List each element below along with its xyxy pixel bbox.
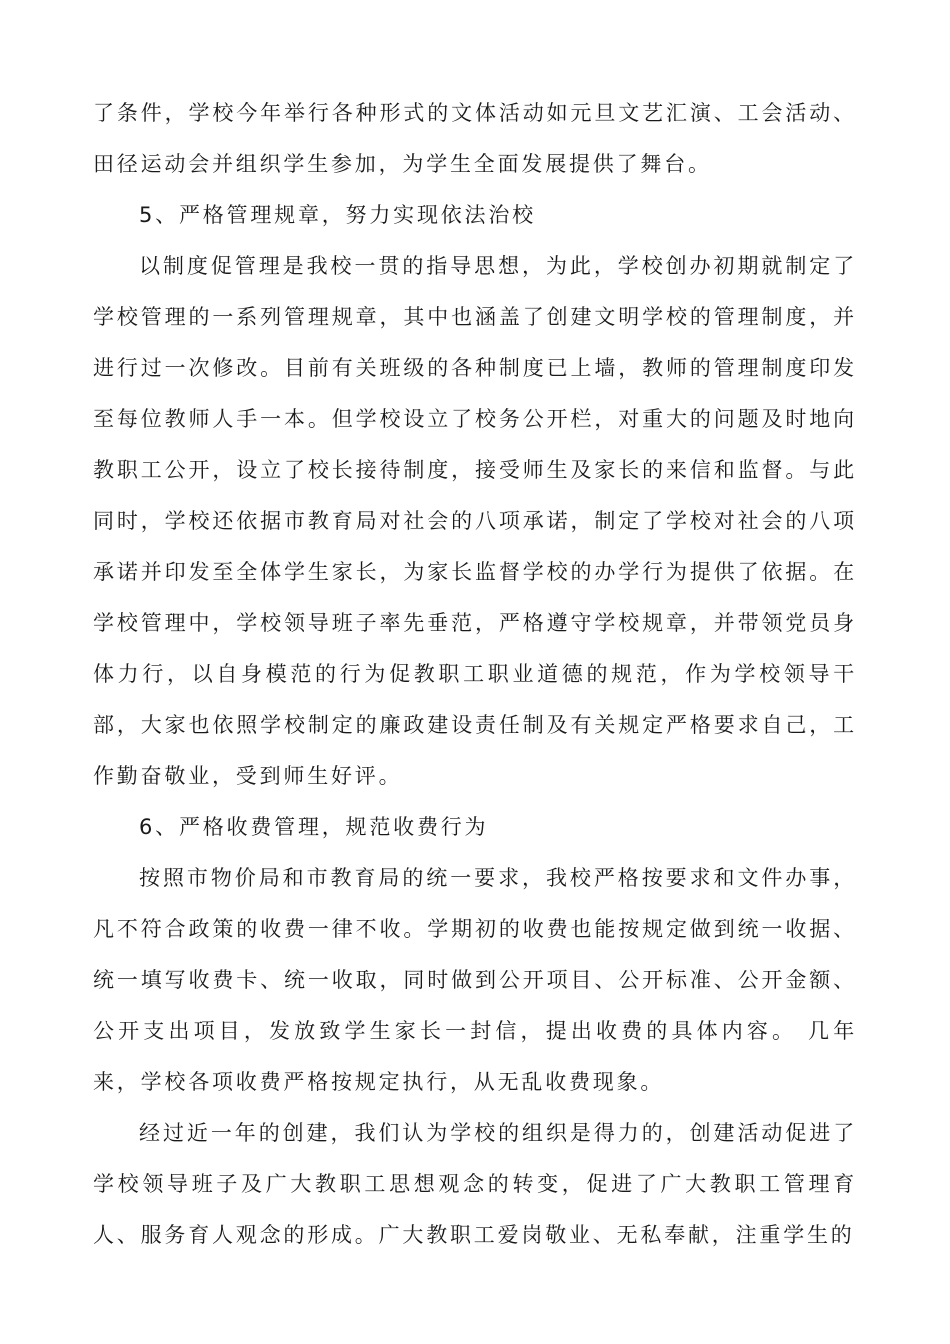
paragraph-rules: 以制度促管理是我校一贯的指导思想，为此，学校创办初期就制定了学校管理的一系列管理规章，其中也涵盖了创建文明学校的管理制度，并进行过一次修改。目前有关班级的各种制度已上墙，教师的管理制度印发至每位教师人手一本。但学校设立了校务公开栏，对重大的问题及时地向教职工公开，设立了校长接待制度，接受师生及家长的来信和监督。与此同时，学校还依据市教育局对社会的八项承诺，制定了学校对社会的八项承诺并印发至全体学生家长，为家长监督学校的办学行为提供了依据。在学校管理中，学校领导班子率先垂范，严格遵守学校规章，并带领党员身体力行，以自身模范的行为促教职工职业道德的规范，作为学校领导干部，大家也依照学校制定的廉政建设责任制及有关规定严格要求自己，工作勤奋敬业，受到师生好评。: [93, 254, 857, 788]
section-heading-6: 6、严格收费管理，规范收费行为: [139, 815, 489, 839]
paragraph-summary: 经过近一年的创建，我们认为学校的组织是得力的，创建活动促进了学校领导班子及广大教职工思想观念的转变，促进了广大教职工管理育人、服务育人观念的形成。广大教职工爱岗敬业、无私奉献，注重学生的: [93, 1121, 857, 1247]
paragraph-fees: 按照市物价局和市教育局的统一要求，我校严格按要求和文件办事，凡不符合政策的收费一律不收。学期初的收费也能按规定做到统一收据、统一填写收费卡、统一收取，同时做到公开项目、公开标准、公开金额、公开支出项目，发放致学生家长一封信，提出收费的具体内容。 几年来，学校各项收费严格按规定执行，从无乱收费现象。: [93, 866, 857, 1094]
paragraph-continuation: 了条件，学校今年举行各种形式的文体活动如元旦文艺汇演、工会活动、田径运动会并组织学生参加，为学生全面发展提供了舞台。: [93, 101, 857, 176]
document-body: [93, 88, 857, 1261]
section-heading-5: 5、严格管理规章，努力实现依法治校: [139, 203, 536, 227]
